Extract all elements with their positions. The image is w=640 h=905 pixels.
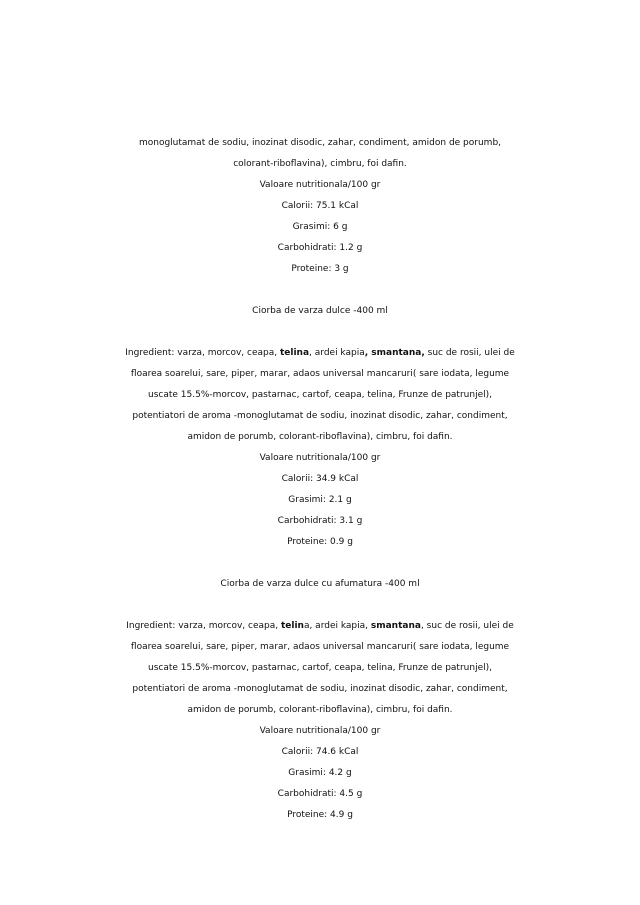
spacer [0, 322, 640, 343]
spacer [0, 280, 640, 301]
soup2-carbs: Carbohidrati: 4.5 g [277, 789, 363, 799]
soup2-protein: Proteine: 4.9 g [287, 810, 353, 820]
soup2-title: Ciorba de varza dulce cu afumatura -400 ml [220, 579, 420, 589]
soup2-allergen-telina: telin [280, 621, 304, 631]
soup2-ingredients-line-5: amidon de porumb, colorant-riboflavina), cimbru, foi dafin. [187, 705, 453, 715]
soup2-calories: Calorii: 74.6 kCal [281, 747, 359, 757]
soup2-ing-text-c: a, ardei kapia, [303, 621, 371, 631]
intro-calories: Calorii: 75.1 kCal [281, 201, 359, 211]
soup1-nutrition-title: Valoare nutritionala/100 gr [259, 453, 381, 463]
soup1-ingredients-line-1 [0, 343, 640, 364]
soup2-section [0, 574, 640, 826]
soup2-ingredients-line-1 [0, 616, 640, 637]
intro-ingredients-line-2: colorant-riboflavina), cimbru, foi dafin. [233, 159, 407, 169]
intro-nutrition-title: Valoare nutritionala/100 gr [259, 180, 381, 190]
spacer [0, 553, 640, 574]
soup1-ingredients-line-5: amidon de porumb, colorant-riboflavina), cimbru, foi dafin. [187, 432, 453, 442]
intro-fat: Grasimi: 6 g [292, 222, 348, 232]
soup1-ing-text-c: , ardei kapia [309, 348, 365, 358]
soup1-allergen-smantana: , smantana, [364, 348, 425, 358]
soup2-nutrition-title: Valoare nutritionala/100 gr [259, 726, 381, 736]
spacer [0, 595, 640, 616]
soup1-section [0, 301, 640, 553]
soup1-calories: Calorii: 34.9 kCal [281, 474, 359, 484]
soup1-ingredients-line-3: uscate 15.5%-morcov, pastarnac, cartof, ceapa, telina, Frunze de patrunjel), [148, 390, 492, 400]
soup1-ing-text-a: Ingredient: varza, morcov, ceapa, [125, 348, 280, 358]
soup1-ing-text-e: suc de rosii, ulei de [424, 348, 515, 358]
soup2-allergen-smantana: smantana [370, 621, 421, 631]
soup2-ingredients-line-3: uscate 15.5%-morcov, pastarnac, cartof, ceapa, telina, Frunze de patrunjel), [148, 663, 492, 673]
intro-carbs: Carbohidrati: 1.2 g [277, 243, 363, 253]
soup1-ingredients-line-4: potentiatori de aroma -monoglutamat de sodiu, inozinat disodic, zahar, condiment, [132, 411, 508, 421]
intro-section [0, 133, 640, 280]
soup2-ingredients-line-2: floarea soarelui, sare, piper, marar, adaos universal mancaruri( sare iodata, legume [130, 642, 510, 652]
soup1-carbs: Carbohidrati: 3.1 g [277, 516, 363, 526]
soup1-fat: Grasimi: 2.1 g [288, 495, 352, 505]
intro-protein: Proteine: 3 g [291, 264, 349, 274]
soup2-ing-text-e: , suc de rosii, ulei de [420, 621, 514, 631]
soup1-allergen-telina: telina [279, 348, 310, 358]
soup2-ingredients-line-4: potentiatori de aroma -monoglutamat de sodiu, inozinat disodic, zahar, condiment, [132, 684, 508, 694]
soup1-protein: Proteine: 0.9 g [287, 537, 353, 547]
soup2-ing-text-a: Ingredient: varza, morcov, ceapa, [126, 621, 281, 631]
soup2-fat: Grasimi: 4.2 g [288, 768, 352, 778]
document-page [0, 133, 640, 826]
soup1-ingredients-line-2: floarea soarelui, sare, piper, marar, adaos universal mancaruri( sare iodata, legume [130, 369, 510, 379]
intro-ingredients-line-1: monoglutamat de sodiu, inozinat disodic, zahar, condiment, amidon de porumb, [138, 138, 502, 148]
soup1-title: Ciorba de varza dulce -400 ml [252, 306, 388, 316]
